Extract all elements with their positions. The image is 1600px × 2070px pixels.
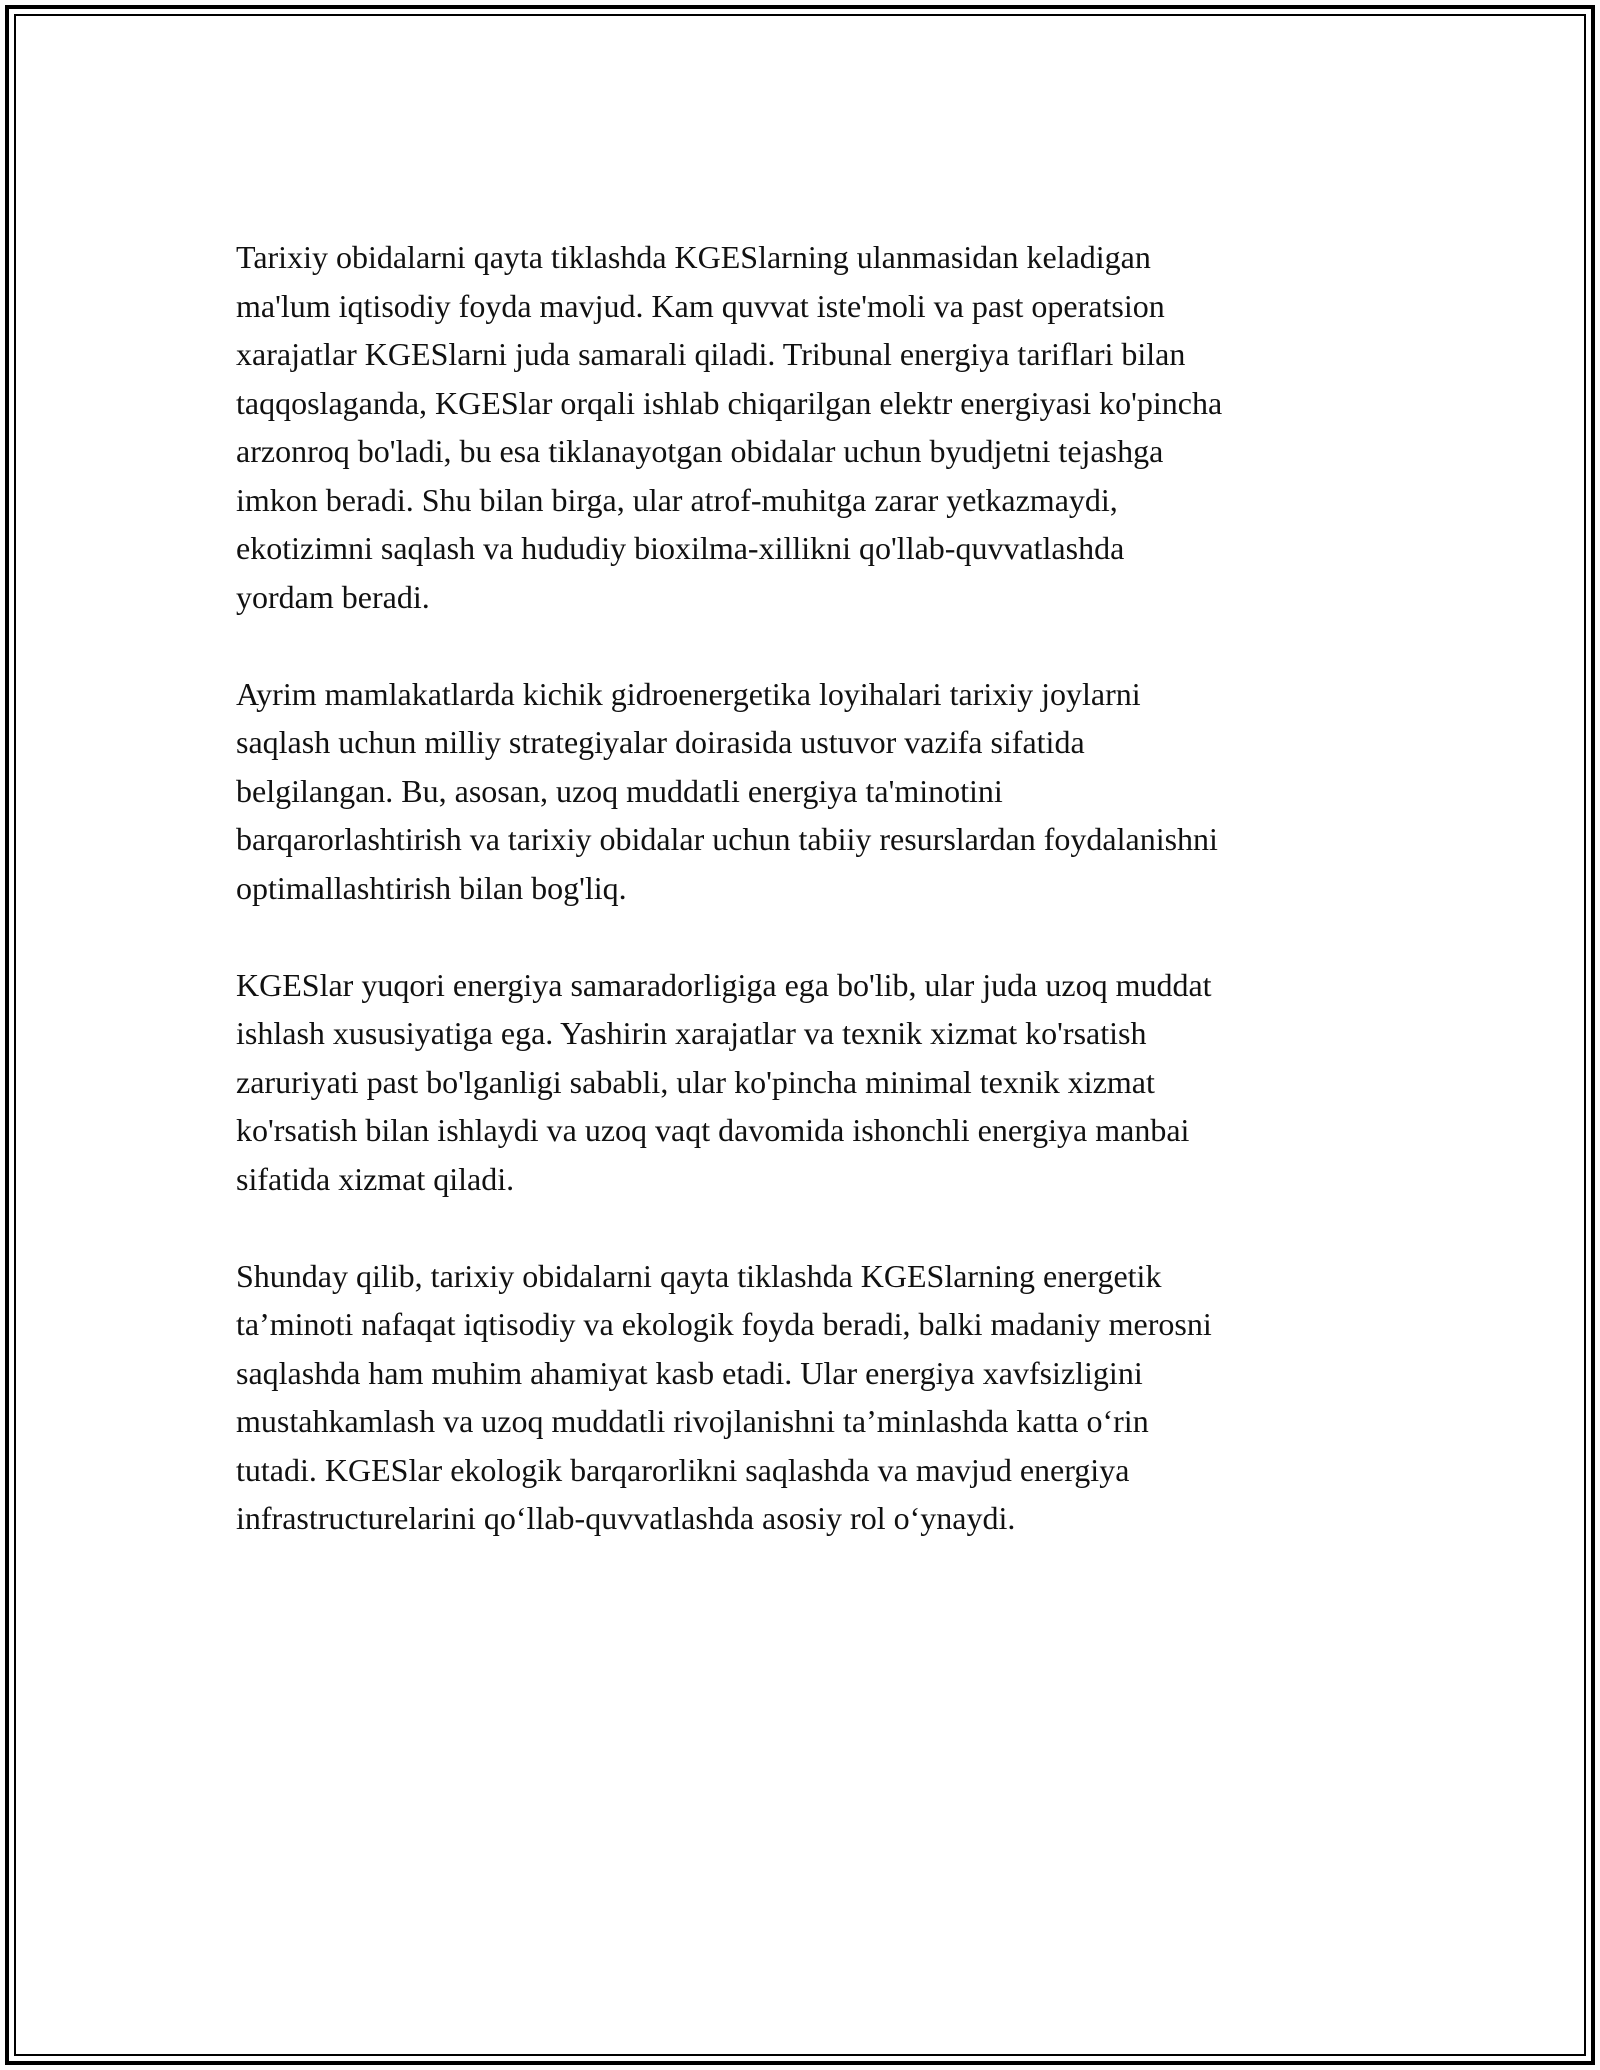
text-line: belgilangan. Bu, asosan, uzoq muddatli energiya ta'minotini xyxy=(236,772,1003,809)
text-line: Tarixiy obidalarni qayta tiklashda KGESlarning ulanmasidan keladigan xyxy=(236,239,1151,275)
text-line: arzonroq bo'ladi, bu esa tiklanayotgan obidalar uchun byudjetni tejashga xyxy=(236,433,1164,469)
paragraph-4 xyxy=(236,1252,1376,1543)
text-line: mustahkamlash va uzoq muddatli rivojlanishni ta’minlashda katta o‘rin xyxy=(236,1403,1149,1439)
text-line: ko'rsatish bilan ishlaydi va uzoq vaqt davomida ishonchli energiya manbai xyxy=(236,1112,1190,1148)
text-line: saqlash uchun milliy strategiyalar doirasida ustuvor vazifa sifatida xyxy=(236,724,1085,760)
paragraph-2 xyxy=(236,670,1376,913)
text-line: saqlashda ham muhim ahamiyat kasb etadi. Ular energiya xavfsizligini xyxy=(236,1354,1143,1391)
text-line: sifatida xizmat qiladi. xyxy=(236,1160,515,1197)
document-body xyxy=(236,233,1376,1591)
text-line: ta’minoti nafaqat iqtisodiy va ekologik foyda beradi, balki madaniy merosni xyxy=(236,1306,1212,1342)
text-line: tutadi. KGESlar ekologik barqarorlikni saqlashda va mavjud energiya xyxy=(236,1451,1130,1488)
text-line: yordam beradi. xyxy=(236,578,430,615)
text-line: Ayrim mamlakatlarda kichik gidroenergetika loyihalari tarixiy joylarni xyxy=(236,675,1141,712)
text-line: imkon beradi. Shu bilan birga, ular atrof-muhitga zarar yetkazmaydi, xyxy=(236,481,1118,518)
text-line: ma'lum iqtisodiy foyda mavjud. Kam quvvat iste'moli va past operatsion xyxy=(236,287,1165,324)
text-line: zaruriyati past bo'lganligi sababli, ular ko'pincha minimal texnik xizmat xyxy=(236,1063,1155,1100)
text-line: infrastructurelarini qo‘llab-quvvatlashda asosiy rol o‘ynaydi. xyxy=(236,1500,1016,1536)
text-line: ishlash xususiyatiga ega. Yashirin xarajatlar va texnik xizmat ko'rsatish xyxy=(236,1015,1147,1051)
text-line: optimallashtirish bilan bog'liq. xyxy=(236,869,627,906)
text-line: Shunday qilib, tarixiy obidalarni qayta tiklashda KGESlarning energetik xyxy=(236,1257,1162,1294)
text-line: barqarorlashtirish va tarixiy obidalar uchun tabiiy resurslardan foydalanishni xyxy=(236,821,1218,857)
paragraph-1 xyxy=(236,233,1376,621)
text-line: taqqoslaganda, KGESlar orqali ishlab chiqarilgan elektr energiyasi ko'pincha xyxy=(236,384,1223,421)
text-line: ekotizimni saqlash va hududiy bioxilma-xillikni qo'llab-quvvatlashda xyxy=(236,530,1125,566)
paragraph-3 xyxy=(236,961,1376,1204)
text-line: KGESlar yuqori energiya samaradorligiga ega bo'lib, ular juda uzoq muddat xyxy=(236,966,1212,1003)
text-line: xarajatlar KGESlarni juda samarali qiladi. Tribunal energiya tariflari bilan xyxy=(236,336,1186,372)
